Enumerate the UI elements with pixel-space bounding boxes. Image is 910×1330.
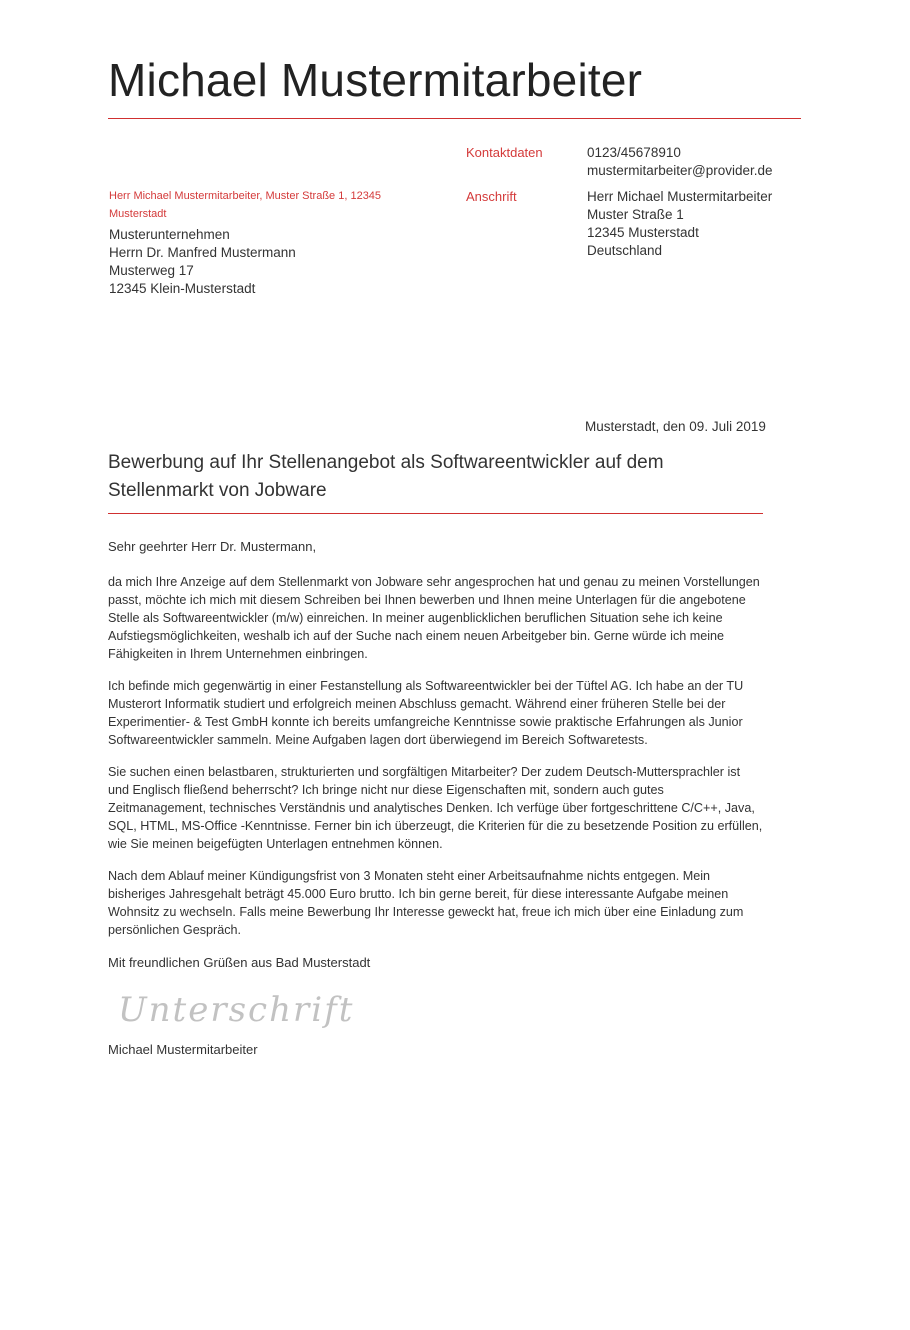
recipient-line: Musterunternehmen xyxy=(109,227,230,242)
contact-label: Kontaktdaten xyxy=(466,145,543,160)
contact-block xyxy=(587,144,773,180)
contact-phone: 0123/45678910 xyxy=(587,145,681,160)
sender-return-address: Herr Michael Mustermitarbeiter, Muster Straße 1, 12345 Musterstadt xyxy=(109,190,382,220)
body-paragraph: Sie suchen einen belastbaren, strukturierten und sorgfältigen Mitarbeiter? Der zudem Deutsch-Muttersprachler ist und Englisch fließend beherrscht? Ich bringe nicht nur diese Eigenschaften mit, sondern auch gutes Zeitmanagement, technisches Verständnis und analytisches Denken. Ich verfüge über fortgeschrittene C/C++, Java, SQL, HTML, MS-Office -Kenntnisse. Ferner bin ich überzeugt, die Kriterien für die zu besetzende Position zu erfüllen, wie Sie meinen beigefügten Unterlagen entnehmen können. xyxy=(108,765,763,851)
address-line: Herr Michael Mustermitarbeiter xyxy=(587,189,773,204)
signature-placeholder: Unterschrift xyxy=(118,990,355,1030)
recipient-line: Herrn Dr. Manfred Mustermann xyxy=(109,245,296,260)
address-label: Anschrift xyxy=(466,189,517,204)
recipient-address xyxy=(109,226,296,298)
letter-date: Musterstadt, den 09. Juli 2019 xyxy=(585,419,766,434)
salutation: Sehr geehrter Herr Dr. Mustermann, xyxy=(108,539,317,554)
closing-phrase: Mit freundlichen Grüßen aus Bad Musterstadt xyxy=(108,955,371,970)
signer-name: Michael Mustermitarbeiter xyxy=(108,1042,258,1057)
applicant-name: Michael Mustermitarbeiter xyxy=(108,54,643,106)
header-divider xyxy=(108,118,801,119)
body-paragraph: Ich befinde mich gegenwärtig in einer Festanstellung als Softwareentwickler bei der Tüftel AG. Ich habe an der TU Musterort Informatik studiert und erfolgreich meinen Abschluss gemacht. Während einer früheren Stelle bei der Experimentier- & Test GmbH konnte ich bereits umfangreiche Kenntnisse sowie praktische Erfahrungen als Junior Softwareentwickler sammeln. Meine Aufgaben lagen dort überwiegend im Bereich Softwaretests. xyxy=(108,679,744,747)
address-line: Muster Straße 1 xyxy=(587,207,684,222)
recipient-line: 12345 Klein-Musterstadt xyxy=(109,281,256,296)
body-paragraph: Nach dem Ablauf meiner Kündigungsfrist von 3 Monaten steht einer Arbeitsaufnahme nichts entgegen. Mein bisheriges Jahresgehalt beträgt 45.000 Euro brutto. Ich bin gerne bereit, für diese interessante Aufgabe meinen Wohnsitz zu wechseln. Falls meine Bewerbung Ihr Interesse geweckt hat, freue ich mich über eine Einladung zum persönlichen Gespräch. xyxy=(108,869,744,937)
address-line: Deutschland xyxy=(587,243,663,258)
recipient-line: Musterweg 17 xyxy=(109,263,194,278)
letter-subject: Bewerbung auf Ihr Stellenangebot als Softwareentwickler auf dem Stellenmarkt von Jobware xyxy=(108,452,664,501)
address-block xyxy=(587,188,772,260)
address-line: 12345 Musterstadt xyxy=(587,225,699,240)
contact-email: mustermitarbeiter@provider.de xyxy=(587,163,773,178)
body-paragraph: da mich Ihre Anzeige auf dem Stellenmarkt von Jobware sehr angesprochen hat und genau zu meinen Vorstellungen passt, möchte ich mich mit diesem Schreiben bei Ihnen bewerben und Ihnen meine Unterlagen für die angebotene Stelle als Softwareentwickler (m/w) einreichen. In meiner augenblicklichen beruflichen Situation sehe ich keine Aufstiegsmöglichkeiten, weshalb ich auf der Suche nach einem neuen Arbeitgeber bin. Gerne würde ich meine Fähigkeiten in Ihrem Unternehmen einbringen. xyxy=(108,575,760,661)
subject-divider xyxy=(108,513,763,514)
